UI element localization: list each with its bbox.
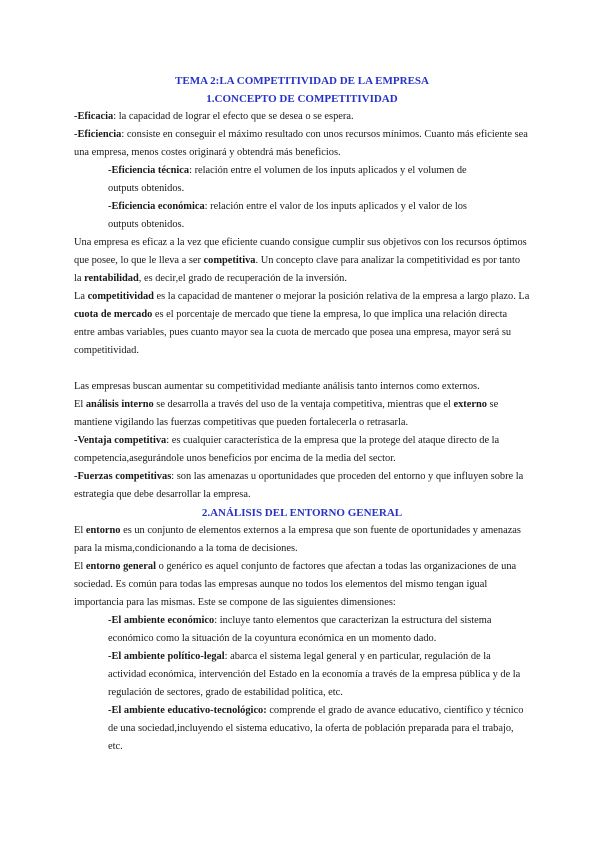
- section-2-heading: 2.ANÁLISIS DEL ENTORNO GENERAL: [201, 507, 403, 519]
- analisis-paragraph: El análisis interno se desarrolla a través del uso de la ventaja competitiva, mientras que el externo se mantiene vigilando las fuerzas competitivas que pueden fortalecerla o retrasarla.: [74, 399, 499, 428]
- cuota-mercado-paragraph: La competitividad es la capacidad de mantener o mejorar la posición relativa de la empresa a largo plazo. La cuota de mercado es el porcentaje de mercado que tiene la empresa, lo que implica una relación directa entre ambas variables, pues cuanto mayor sea la cuota de mercado que posea una empresa, mayor será su competitividad.: [74, 291, 530, 356]
- eficacia-definition: -Eficacia: la capacidad de lograr el efecto que se desea o se espera.: [74, 111, 354, 122]
- eficiencia-economica-definition: -Eficiencia económica: relación entre el valor de los inputs aplicados y el valor de los: [108, 201, 467, 212]
- spacer: [74, 360, 530, 378]
- main-title: TEMA 2:LA COMPETITIVIDAD DE LA EMPRESA: [175, 75, 429, 87]
- analisis-intro: Las empresas buscan aumentar su competitividad mediante análisis tanto internos como externos.: [74, 381, 480, 392]
- ambiente-economico-item: -El ambiente económico: incluye tanto elementos que caracterizan la estructura del sistema económico como la situación de la coyuntura económica en un momento dado.: [108, 615, 492, 644]
- eficiencia-tecnica-definition: -Eficiencia técnica: relación entre el volumen de los inputs aplicados y el volumen de: [108, 165, 467, 176]
- entorno-general-paragraph: El entorno general o genérico es aquel conjunto de factores que afectan a todas las organizaciones de una sociedad. Es común para todas las empresas aunque no todos los elementos del mismo tengan igual importancia para las mismas. Este se compone de las siguientes dimensiones:: [74, 561, 517, 608]
- eficiencia-economica-continuation: outputs obtenidos.: [108, 219, 185, 230]
- ambiente-politico-item: -El ambiente político-legal: abarca el sistema legal general y en particular, regulación de la actividad económica, intervención del Estado en la economía a través de la empresa pública y de la regulación de sectores, grado de estabilidad política, etc.: [108, 651, 521, 698]
- fuerzas-competitivas-definition: -Fuerzas competitivas: son las amenazas u oportunidades que proceden del entorno y que influyen sobre la estrategia que debe desarrollar la empresa.: [74, 471, 524, 500]
- entorno-paragraph: El entorno es un conjunto de elementos externos a la empresa que son fuente de oportunidades y amenazas para la misma,condicionando a la toma de decisiones.: [74, 525, 521, 554]
- eficiencia-tecnica-continuation: outputs obtenidos.: [108, 183, 185, 194]
- eficiencia-definition: -Eficiencia: consiste en conseguir el máximo resultado con unos recursos mínimos. Cuanto más eficiente sea una empresa, menos costes originará y obtendrá más beneficios.: [74, 129, 528, 158]
- section-1-heading: 1.CONCEPTO DE COMPETITIVIDAD: [206, 93, 398, 105]
- competitividad-paragraph: Una empresa es eficaz a la vez que eficiente cuando consigue cumplir sus objetivos con los recursos óptimos que posee, lo que le lleva a ser competitiva. Un concepto clave para analizar la competitividad es por tanto la rentabilidad, es decir,el grado de recuperación de la inversión.: [74, 237, 527, 284]
- ventaja-competitiva-definition: -Ventaja competitiva: es cualquier característica de la empresa que la protege del ataque directo de la competencia,asegurándole unos beneficios por encima de la media del sector.: [74, 435, 500, 464]
- ambiente-educativo-item: -El ambiente educativo-tecnológico: comprende el grado de avance educativo, científico y técnico de una sociedad,incluyendo el sistema educativo, la oferta de población preparada para el trabajo, etc.: [108, 705, 524, 752]
- document-page: [74, 72, 530, 756]
